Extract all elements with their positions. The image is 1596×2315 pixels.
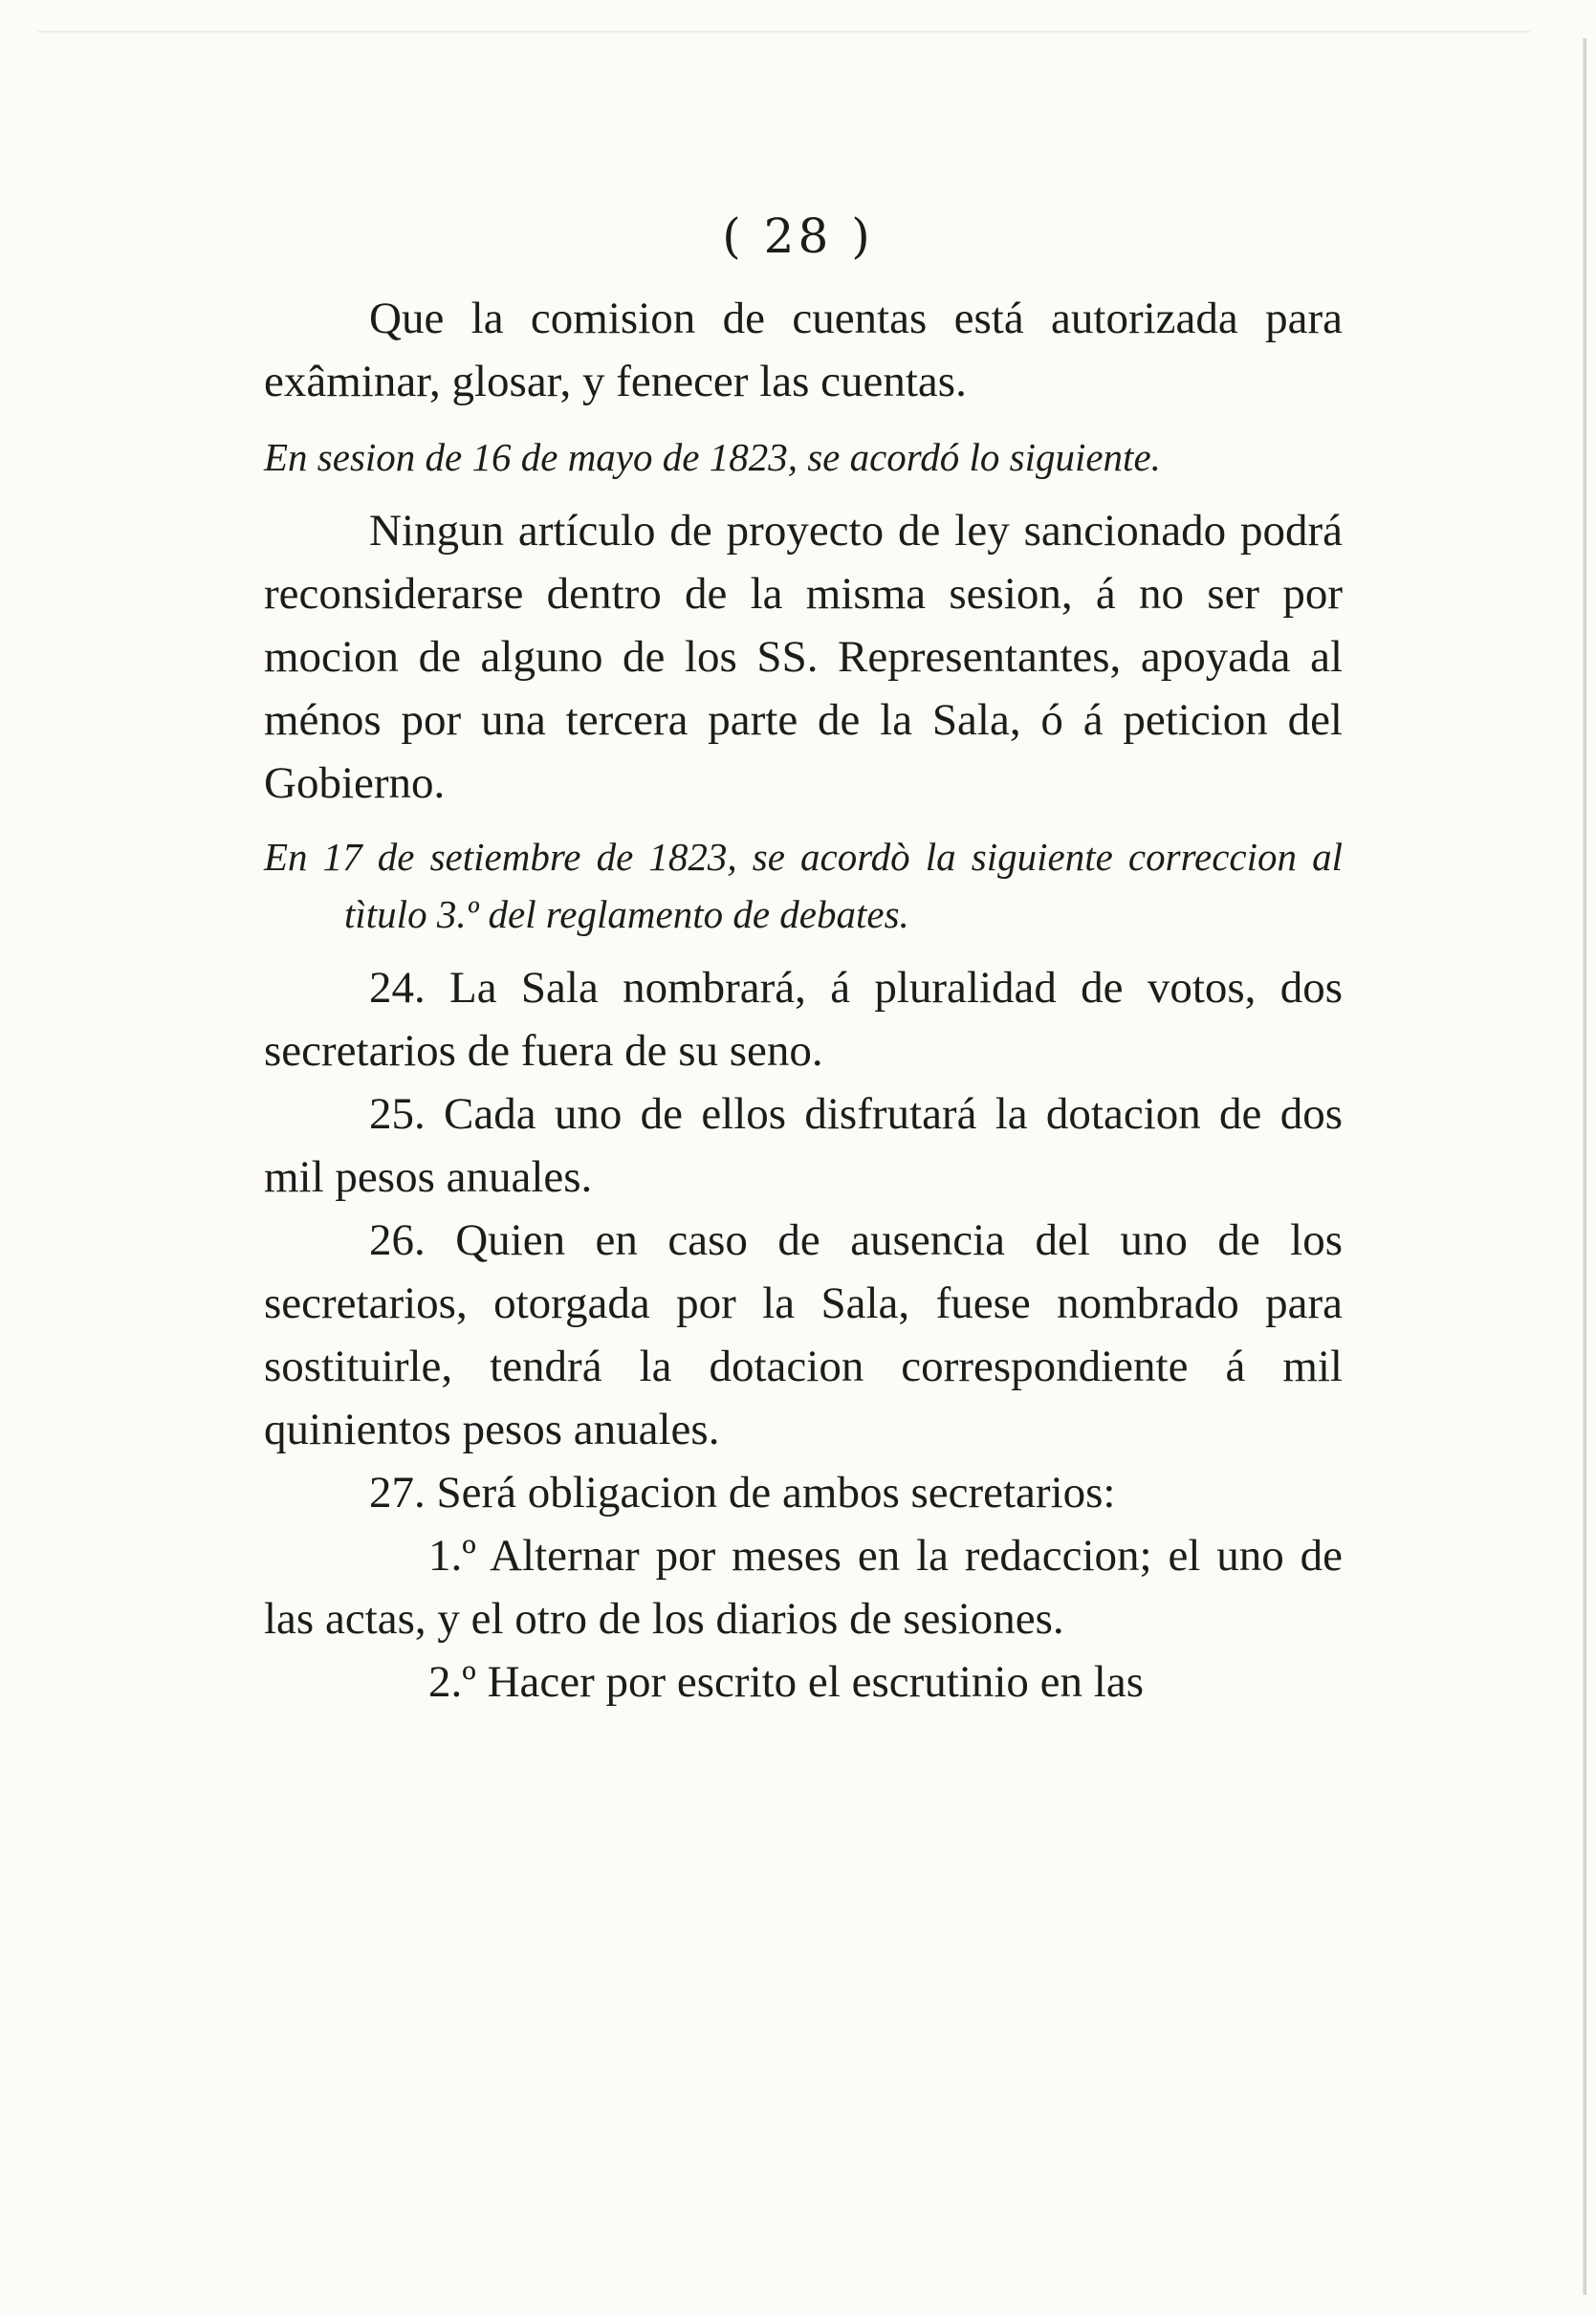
page-edge-right <box>1583 38 1586 2295</box>
article-27-item-2: 2.º Hacer por escrito el escrutinio en las <box>428 1657 1145 1707</box>
article-25: 25. Cada uno de ellos disfrutará la dotacion de dos mil pesos anuales. <box>264 1089 1343 1202</box>
article-27-item-1: 1.º Alternar por meses en la redaccion; el uno de las actas, y el otro de los diarios de sesiones. <box>264 1531 1343 1644</box>
body-text <box>264 287 1343 1714</box>
note-sesion-16-mayo: En sesion de 16 de mayo de 1823, se acordó lo siguiente. <box>264 435 1161 479</box>
article-26: 26. Quien en caso de ausencia del uno de los secretarios, otorgada por la Sala, fuese nombrado para sostituirle, tendrá la dotacion correspondiente á mil quinientos pesos anuales. <box>264 1215 1343 1454</box>
paragraph-reconsiderar: Ningun artículo de proyecto de ley sancionado podrá reconsiderarse dentro de la misma sesion, á no ser por mocion de alguno de los SS. Representantes, apoyada al ménos por una tercera parte de la Sala, ó á peticion del Gobierno. <box>264 506 1343 808</box>
note-sesion-17-setiembre: En 17 de setiembre de 1823, se acordò la siguiente correccion al tìtulo 3.º del reglamento de debates. <box>264 835 1343 936</box>
page-edge-top <box>38 31 1530 33</box>
article-24: 24. La Sala nombrará, á pluralidad de votos, dos secretarios de fuera de su seno. <box>264 963 1343 1076</box>
paragraph-comision: Que la comision de cuentas está autorizada para exâminar, glosar, y fenecer las cuentas. <box>264 294 1343 406</box>
article-27: 27. Será obligacion de ambos secretarios: <box>369 1468 1116 1518</box>
page-number: ( 28 ) <box>722 208 874 264</box>
